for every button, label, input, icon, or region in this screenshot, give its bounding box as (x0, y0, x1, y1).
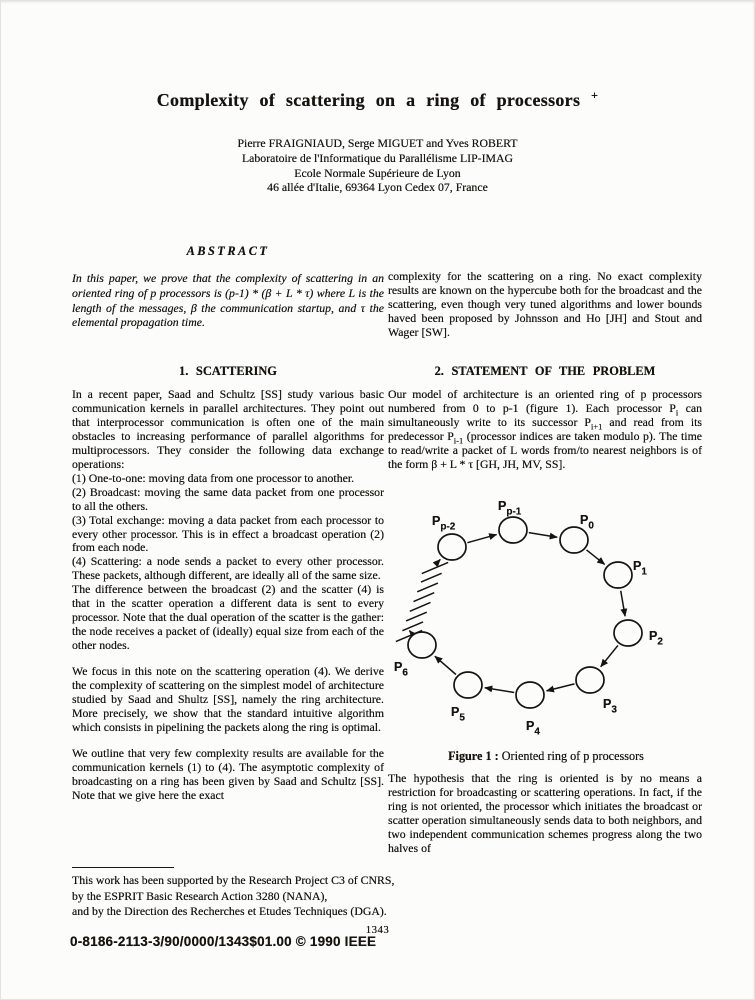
hatch-line (402, 622, 423, 631)
processor-node-p3 (576, 667, 604, 693)
figure1-ring-diagram (390, 496, 702, 746)
hatch-line (414, 593, 435, 602)
paragraph: complexity for the scattering on a ring. No exact complexity results are known on the hypercube both for the broadcast and the scattering, even though very tuned algorithms and lower bounds haved been proposed by Johnsson and Ho [JH] and Stout and Wager [SW]. (388, 269, 702, 339)
abstract-heading: ABSTRACT (186, 244, 270, 258)
footnote-block (72, 873, 408, 920)
list-item: (2) Broadcast: moving the same data packet from one processor to all the others. (72, 484, 384, 513)
page-number: 1343 (365, 924, 390, 936)
affiliation-address: 46 allée d'Italie, 69364 Lyon Cedex 07, France (267, 180, 488, 195)
abstract-body (72, 271, 384, 330)
right-column-bottom (388, 772, 702, 856)
processor-node-p2 (614, 620, 642, 646)
paragraph: The difference between the broadcast (2) and the scatter (4) is that in the scatter operation a different data is sent to every processor. Note that the dual operation of the scatter is the gather: the node receives a packet of (ideally) equal size from each of the other nodes. (72, 582, 384, 653)
processor-label-pp1: $P_{p-1}$ (498, 499, 522, 518)
copyright-line: 0-8186-2113-3/90/0000/1343$01.00 © 1990 IEEE (70, 934, 377, 949)
ring-arrow (437, 559, 441, 563)
section1-heading: 1. SCATTERING (179, 364, 277, 378)
processor-node-p4 (516, 682, 544, 708)
authors-line: Pierre FRAIGNIAUD, Serge MIGUET and Yves ROBERT (237, 136, 518, 150)
figure1-caption-text: Oriented ring of p processors (498, 749, 644, 763)
subscript: i (675, 407, 679, 418)
ring-arrow (587, 550, 605, 564)
processor-label-p3: $P_3$ (603, 697, 617, 716)
processor-label-pp2: $P_{p-2}$ (432, 514, 456, 533)
processor-node-pp2 (438, 534, 466, 560)
author-block (0, 136, 755, 195)
hatch-line (417, 583, 438, 592)
paragraph: Our model of architecture is an oriented ring of p processors numbered from 0 to p-1 (figure 1). Each processor $P_i$ can simultaneously write to its successor $P_{i+1}$ and read from its predecessor $P_{i-1}$ (processor indices are taken modulo p). The time to read/write a packet of L words from/to nearest neighbors is of the form β + L * τ [GH, JH, MV, SS]. (388, 387, 702, 471)
title-footnote-marker: + (591, 88, 599, 102)
figure1-caption (390, 749, 702, 764)
hatch-line (422, 562, 448, 573)
ring-arrow (485, 688, 514, 693)
ring-arrow (435, 656, 456, 674)
paper-title (0, 88, 755, 111)
hatch-line (410, 602, 431, 611)
right-column-top (388, 270, 702, 340)
ring-arrow (621, 591, 625, 616)
paragraph: We focus in this note on the scattering operation (4). We derive the complexity of scattering on the simplest model of architecture studied by Saad and Shultz [SS], namely the ring architecture. More precisely, we show that the standard intuitive algorithm which consists in pipelining the packets along the ring is optimal. (72, 664, 384, 734)
subscript: i+1 (590, 421, 603, 432)
paragraph: In a recent paper, Saad and Schultz [SS] study various basic communication kernels in parallel architectures. They point out that interprocessor communication is often one of the main obstacles to increasing performance of parallel algorithms for multiprocessors. They consider the following data exchange operations: (72, 387, 384, 471)
processor-label-p4: $P_4$ (526, 719, 540, 738)
footnote-rule (72, 867, 174, 868)
paragraph: We outline that very few complexity results are available for the communication kernels (1) to (4). The asymptotic complexity of broadcasting on a ring has been given by Saad and Schultz [SS]. Note that we give here the exact (72, 745, 384, 802)
footnote-line: by the ESPRIT Basic Research Action 3280 (NANA), (72, 888, 328, 903)
processor-label-p6: $P_6$ (394, 660, 408, 679)
processor-label-p2: $P_2$ (649, 629, 663, 648)
processor-node-p5 (454, 672, 482, 698)
ring-arrow (546, 684, 574, 691)
ring-arrow (529, 533, 557, 538)
list-item: (3) Total exchange: moving a data packet from each processor to every other processor. This is in effect a broadcast operation (2) from each node. (72, 512, 384, 555)
left-column-body (72, 388, 384, 803)
right-column-body (388, 388, 702, 472)
ring-arrow (409, 631, 411, 633)
affiliation-school: Ecole Normale Supérieure de Lyon (294, 165, 461, 180)
processor-node-p1 (604, 562, 632, 588)
processor-node-pp1 (499, 517, 527, 543)
list-item: (1) One-to-one: moving data from one processor to another. (72, 470, 355, 485)
footnote-line: This work has been supported by the Research Project C3 of CNRS, (72, 873, 395, 887)
list-item: (4) Scattering: a node sends a packet to every other processor. These packets, although different, are ideally all of the same size. (72, 554, 384, 583)
figure-svg (390, 496, 702, 746)
abstract-paragraph: In this paper, we prove that the complexity of scattering in an oriented ring of p processors is (p-1) * (β + L * τ) where L is the length of the messages, β the communication startup, and τ the elemental propagation time. (72, 271, 384, 330)
paper-title-text: Complexity of scattering on a ring of processors (156, 90, 581, 110)
affiliation-lab: Laboratoire de l'Informatique du Parallélisme LIP-IMAG (241, 150, 514, 165)
processor-node-p6 (408, 632, 436, 658)
hatch-line (421, 573, 442, 582)
paragraph: The hypothesis that the ring is oriented is by no means a restriction for broadcasting or scattering operations. In fact, if the ring is not oriented, the processor which initiates the broadcast or scatter operation simultaneously sends data to both neighbors, and two independent communication schemes progress along the two halves of (388, 771, 702, 855)
footnote-line: and by the Direction des Recherches et Etudes Techniques (DGA). (72, 904, 387, 919)
subscript: i-1 (453, 435, 464, 446)
processor-node-p0 (560, 527, 588, 553)
hatch-line (406, 612, 427, 621)
figure1-caption-label: Figure 1 : (448, 749, 499, 763)
processor-label-p0: $P_0$ (580, 513, 594, 532)
ring-arrow (467, 535, 496, 543)
processor-label-p5: $P_5$ (451, 705, 465, 724)
ring-arrow (601, 645, 618, 666)
processor-label-p1: $P_1$ (633, 559, 647, 578)
section2-heading: 2. STATEMENT OF THE PROBLEM (434, 364, 656, 378)
